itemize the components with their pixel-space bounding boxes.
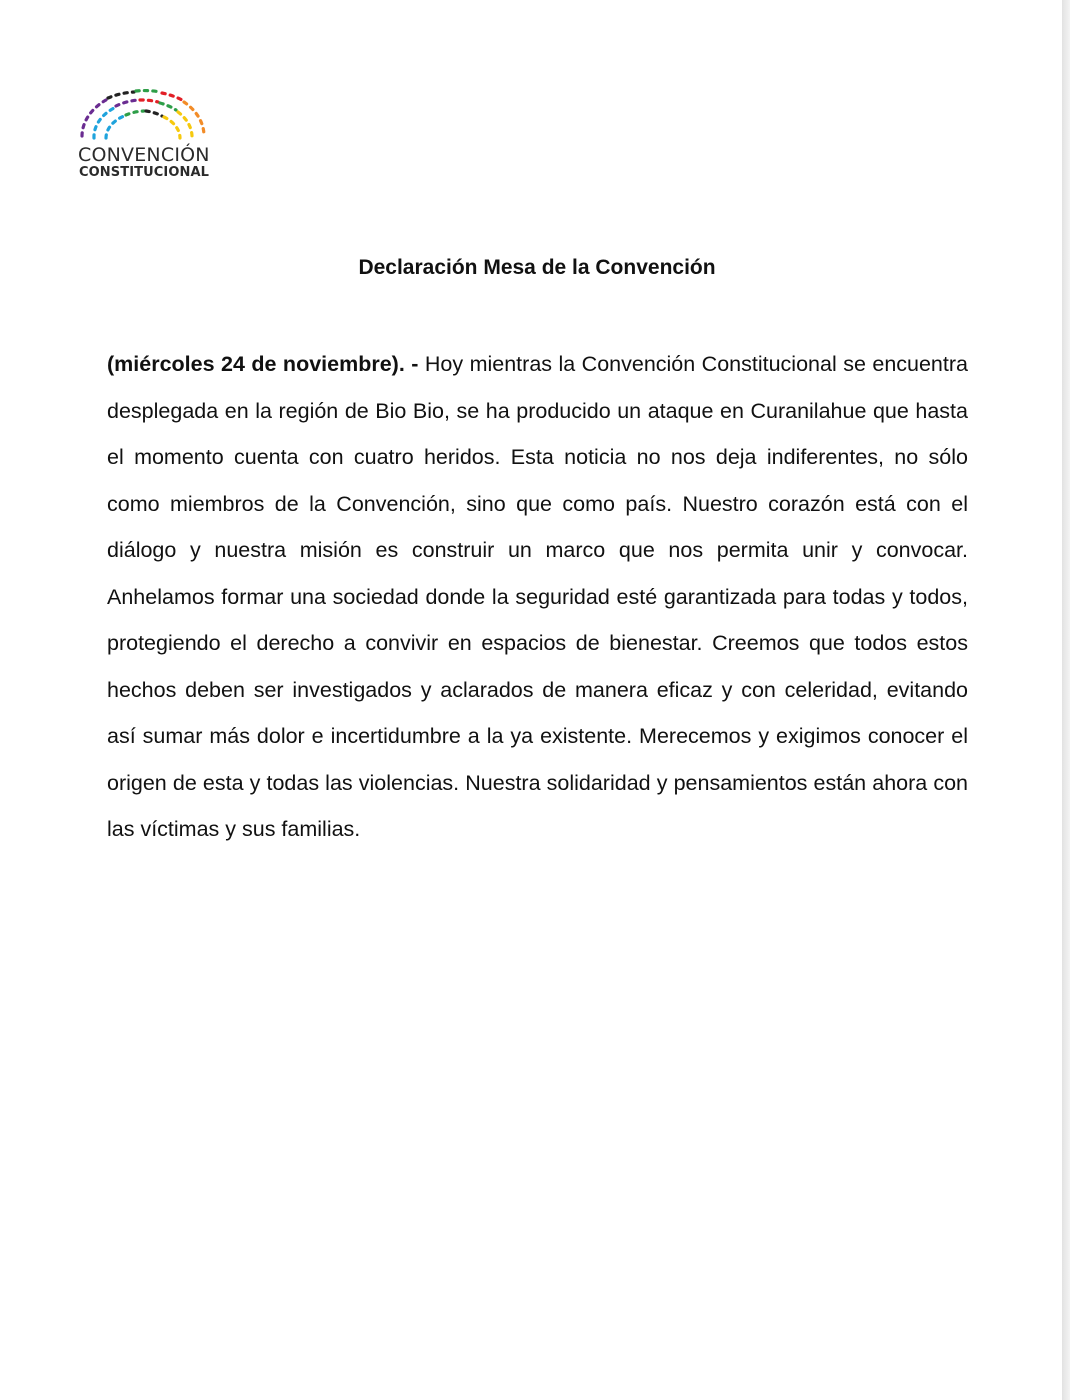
date-lead: (miércoles 24 de noviembre). - bbox=[107, 352, 419, 376]
page-edge-shadow bbox=[1062, 0, 1070, 1400]
parliament-arcs-icon bbox=[76, 86, 210, 142]
document-title: Declaración Mesa de la Convención bbox=[358, 256, 716, 279]
logo-wordmark-line1: CONVENCIÓN bbox=[78, 144, 210, 166]
document-body bbox=[107, 341, 968, 853]
convencion-logo bbox=[76, 86, 216, 182]
logo-wordmark-line2: CONSTITUCIONAL bbox=[79, 165, 210, 180]
body-text: Hoy mientras la Convención Constitucional se encuentra desplegada en la región de Bio Bio, se ha producido un ataque en Curanilahue que hasta el momento cuenta con cuatro heridos. Esta noticia no nos deja indiferentes, no sólo como miembros de la Convención, sino que como país. Nuestro corazón está con el diálogo y nuestra misión es construir un marco que nos permita unir y convocar. Anhelamos formar una sociedad donde la seguridad esté garantizada para todas y todos, protegiendo el derecho a convivir en espacios de bienestar. Creemos que todos estos hechos deben ser investigados y aclarados de manera eficaz y con celeridad, evitando así sumar más dolor e incertidumbre a la ya existente. Merecemos y exigimos conocer el origen de esta y todas las violencias. Nuestra solidaridad y pensamientos están ahora con las víctimas y sus familias. bbox=[107, 352, 968, 841]
